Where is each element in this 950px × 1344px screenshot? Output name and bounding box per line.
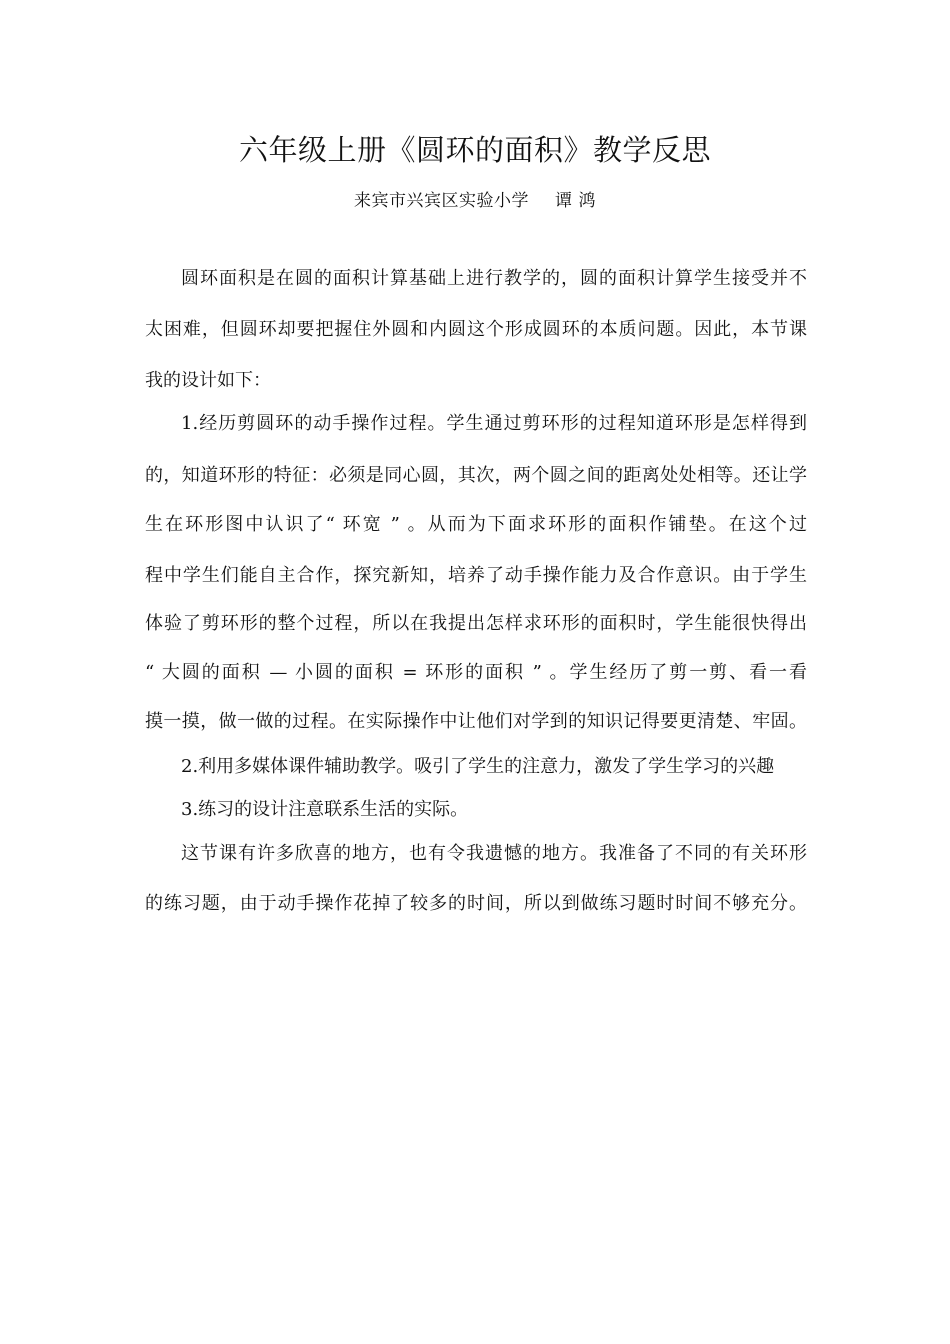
body-line-4: 1.经历剪圆环的动手操作过程。学生通过剪环形的过程知道环形是怎样得到 xyxy=(181,413,807,434)
body-line-12: 3.练习的设计注意联系生活的实际。 xyxy=(181,799,469,820)
body-line-2: 太困难，但圆环却要把握住外圆和内圆这个形成圆环的本质问题。因此，本节课 xyxy=(145,319,807,340)
body-line-3: 我的设计如下： xyxy=(145,370,271,391)
body-line-10: 摸一摸，做一做的过程。在实际操作中让他们对学到的知识记得要更清楚、牢固。 xyxy=(145,711,807,732)
body-line-14: 的练习题，由于动手操作花掉了较多的时间，所以到做练习题时时间不够充分。 xyxy=(145,893,807,914)
body-line-9: “ 大圆的面积 — 小圆的面积 = 环形的面积 ” 。学生经历了剪一剪、看一看 xyxy=(145,662,807,683)
byline-author: 谭 鸿 xyxy=(555,191,596,211)
body-line-8: 体验了剪环形的整个过程，所以在我提出怎样求环形的面积时，学生能很快得出 xyxy=(145,613,807,634)
byline xyxy=(0,189,950,213)
body-line-5: 的，知道环形的特征：必须是同心圆，其次，两个圆之间的距离处处相等。还让学 xyxy=(145,465,807,486)
byline-school: 来宾市兴宾区实验小学 xyxy=(354,191,530,211)
document-title: 六年级上册《圆环的面积》教学反思 xyxy=(238,133,711,167)
body-line-1: 圆环面积是在圆的面积计算基础上进行教学的，圆的面积计算学生接受并不 xyxy=(181,268,807,289)
body-line-7: 程中学生们能自主合作，探究新知，培养了动手操作能力及合作意识。由于学生 xyxy=(145,565,807,586)
body-line-11: 2.利用多媒体课件辅助教学。吸引了学生的注意力，激发了学生学习的兴趣 xyxy=(181,756,775,777)
body-line-6: 生在环形图中认识了“ 环宽 ” 。从而为下面求环形的面积作铺垫。在这个过 xyxy=(145,514,807,535)
body-line-13: 这节课有许多欣喜的地方，也有令我遗憾的地方。我准备了不同的有关环形 xyxy=(181,843,807,864)
